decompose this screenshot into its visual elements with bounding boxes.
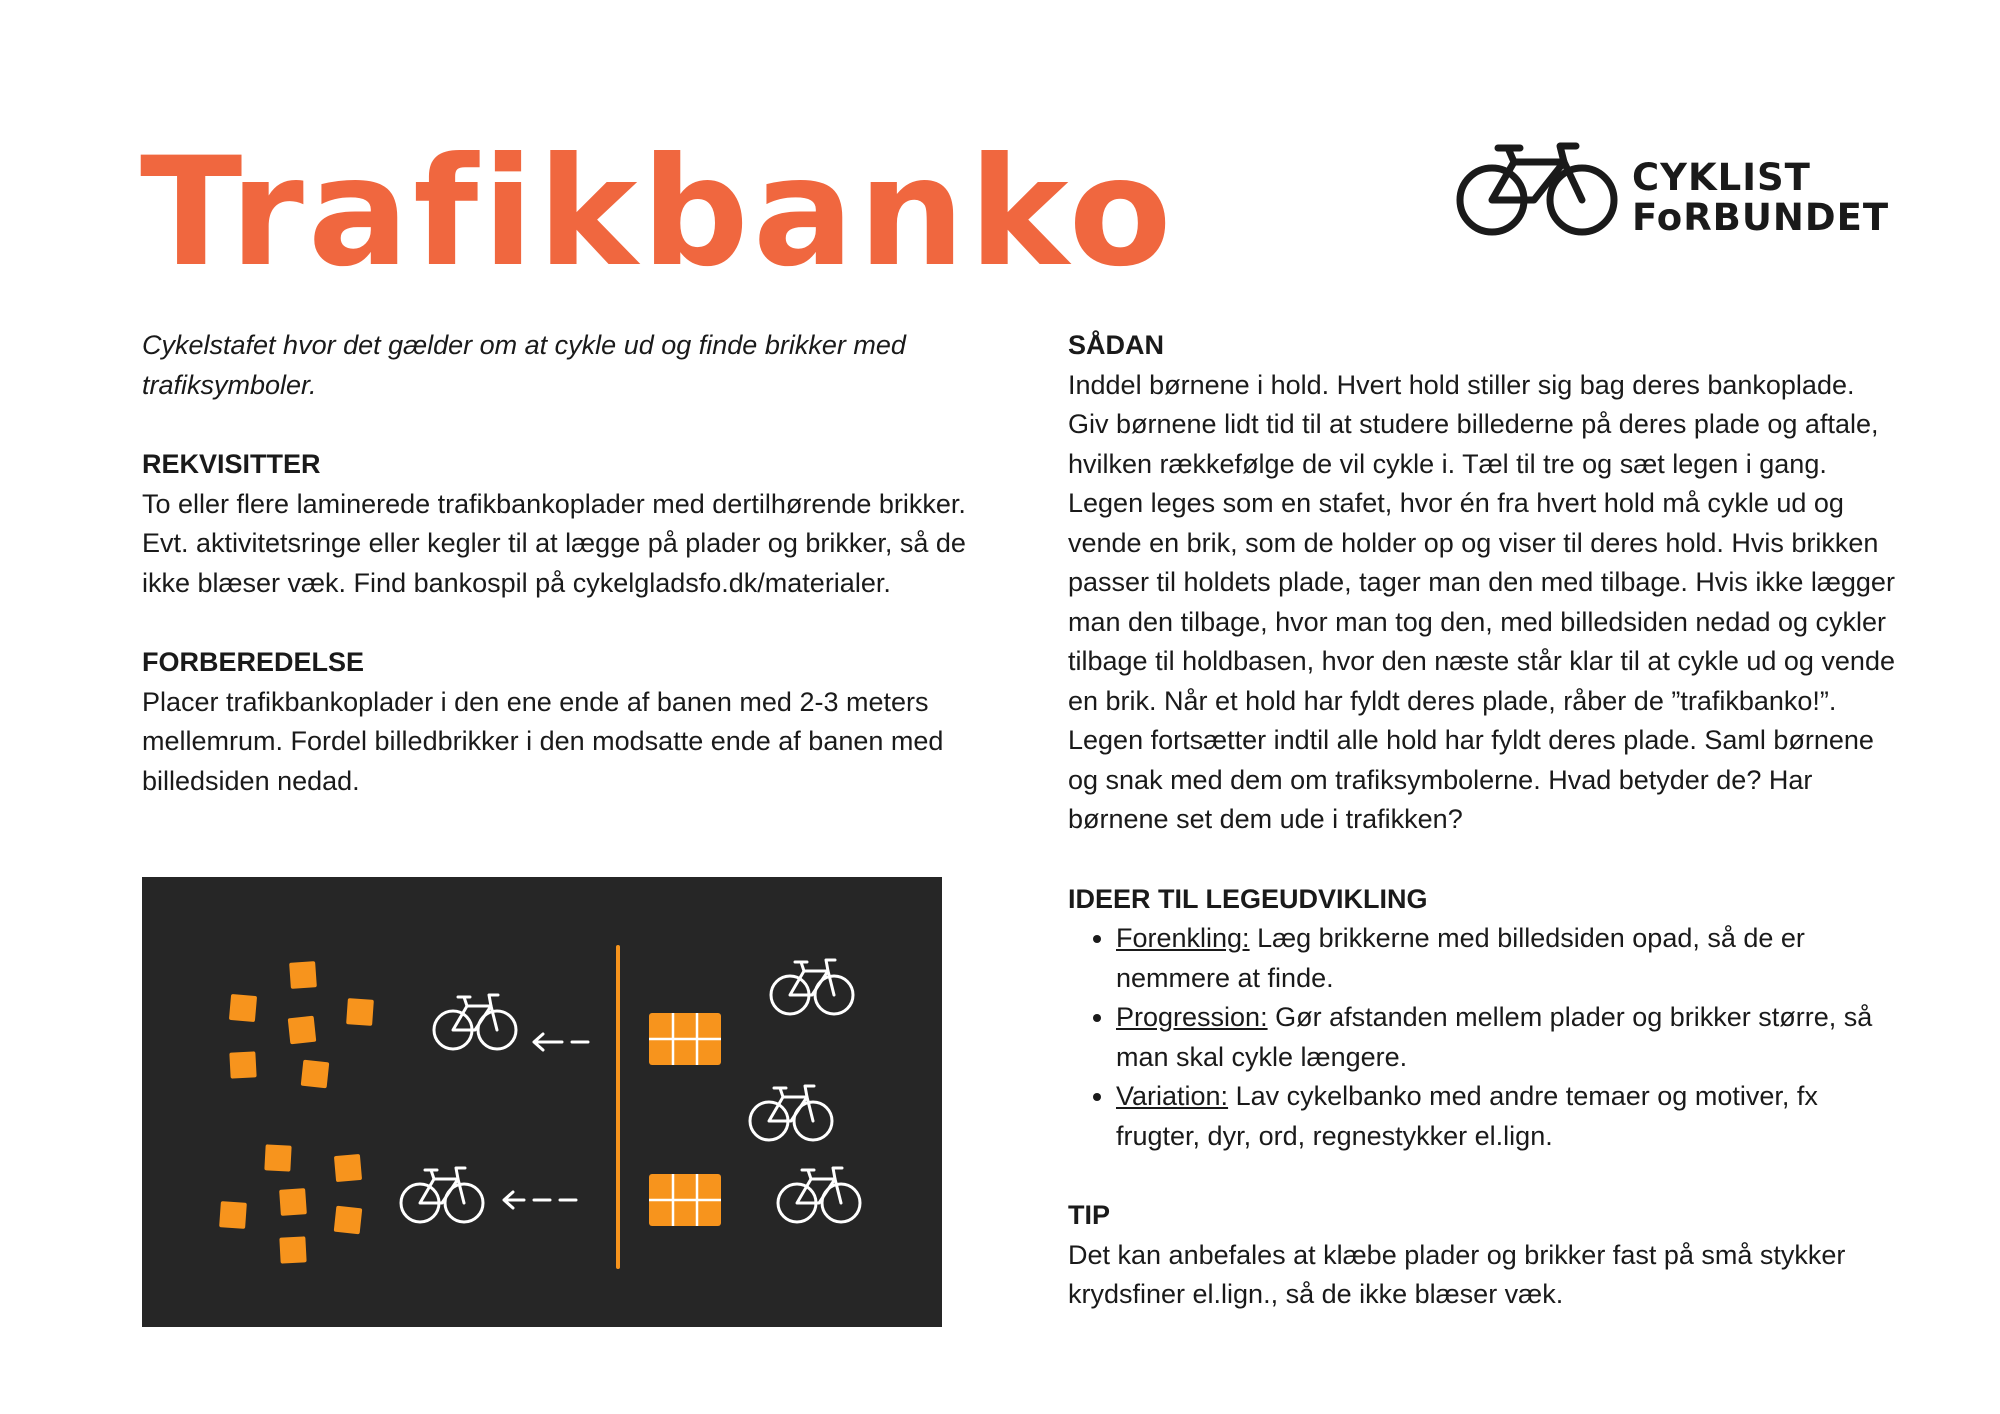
saadan-heading: SÅDAN [1068, 330, 1165, 360]
logo-line-2: FoRBUNDET [1632, 196, 1890, 239]
tile-icon [264, 1144, 291, 1171]
ideer-list [1068, 919, 1898, 1156]
intro-text: Cykelstafet hvor det gælder om at cykle ud og finde brikker med trafiksymboler. [142, 330, 906, 400]
illustration-background [142, 877, 942, 1327]
list-item [1116, 1077, 1898, 1156]
tip-heading: TIP [1068, 1200, 1111, 1230]
tile-icon [289, 961, 317, 989]
list-item-term: Forenkling: [1116, 923, 1250, 953]
tile-icon [279, 1236, 306, 1263]
ideer-heading: IDEER TIL LEGEUDVIKLING [1068, 883, 1428, 914]
tile-icon [279, 1188, 307, 1216]
game-setup-illustration [142, 877, 942, 1327]
illustration-svg [142, 877, 942, 1327]
list-item-text: Gør afstanden mellem plader og brikker større, så man skal cykle længere. [1116, 1002, 1873, 1072]
banko-board-icon [649, 1013, 721, 1065]
list-item-text: Læg brikkerne med billedsiden opad, så de er nemmere at finde. [1116, 923, 1805, 993]
forberedelse-body: Placer trafikbankoplader i den ene ende af banen med 2-3 meters mellemrum. Fordel billedbrikker i den modsatte ende af banen med billedsiden nedad. [142, 686, 944, 796]
list-item-term: Variation: [1116, 1081, 1229, 1111]
tip-body: Det kan anbefales at klæbe plader og brikker fast på små stykker krydsfiner el.lign., så de ikke blæser væk. [1068, 1239, 1846, 1309]
saadan-body: Inddel børnene i hold. Hvert hold stiller sig bag deres bankoplade. Giv børnene lidt tid til at studere billederne på deres plade og aftale, hvilken rækkefølge de vil cykle i. Tæl til tre og sæt legen i gang. Legen leges som en stafet, hvor én fra hvert hold må cykle ud og vende en brik, som de holder op og viser til deres hold. Hvis brikken passer til holdets plade, tager man den med tilbage. Hvis ikke lægger man den tilbage, hvor man tog den, med billedsiden nedad og cykler tilbage til holdbasen, hvor den næste står klar til at cykle ud og vende en brik. Når et hold har fyldt deres plade, råber de ”trafikbanko!”. Legen fortsætter indtil alle hold har fyldt deres plade. Saml børnene og snak med dem om trafiksymbolerne. Hvad betyder de? Har børnene set dem ude i trafikken? [1068, 369, 1895, 834]
logo-wordmark [1632, 158, 1889, 238]
tile-icon [288, 1016, 317, 1045]
left-column [142, 326, 972, 801]
list-item-text: Lav cykelbanko med andre temaer og motiver, fx frugter, dyr, ord, regnestykker el.lign. [1116, 1081, 1818, 1151]
page-title: Trafikbanko [140, 126, 1176, 300]
tile-icon [219, 1201, 247, 1229]
tile-icon [229, 994, 257, 1022]
rekvisitter-body: To eller flere laminerede trafikbankoplader med dertilhørende brikker. Evt. aktivitetsringe eller kegler til at lægge på plader og brikker, så de ikke blæser væk. Find bankospil på cykelgladsfo.dk/materialer. [142, 488, 966, 598]
tile-icon [346, 998, 374, 1026]
cyklistforbundet-logo [1452, 140, 1890, 240]
list-item-term: Progression: [1116, 1002, 1268, 1032]
logo-line-1: CYKLIST [1632, 156, 1811, 199]
bicycle-icon [1452, 140, 1622, 240]
banko-board-icon [649, 1174, 721, 1226]
forberedelse-heading: FORBEREDELSE [142, 647, 365, 677]
tile-icon [301, 1060, 330, 1089]
tile-icon [229, 1051, 256, 1078]
rekvisitter-heading: REKVISITTER [142, 449, 321, 479]
list-item [1116, 919, 1898, 998]
right-column [1068, 326, 1898, 1315]
list-item [1116, 998, 1898, 1077]
tile-icon [334, 1154, 362, 1182]
tile-icon [334, 1206, 363, 1235]
